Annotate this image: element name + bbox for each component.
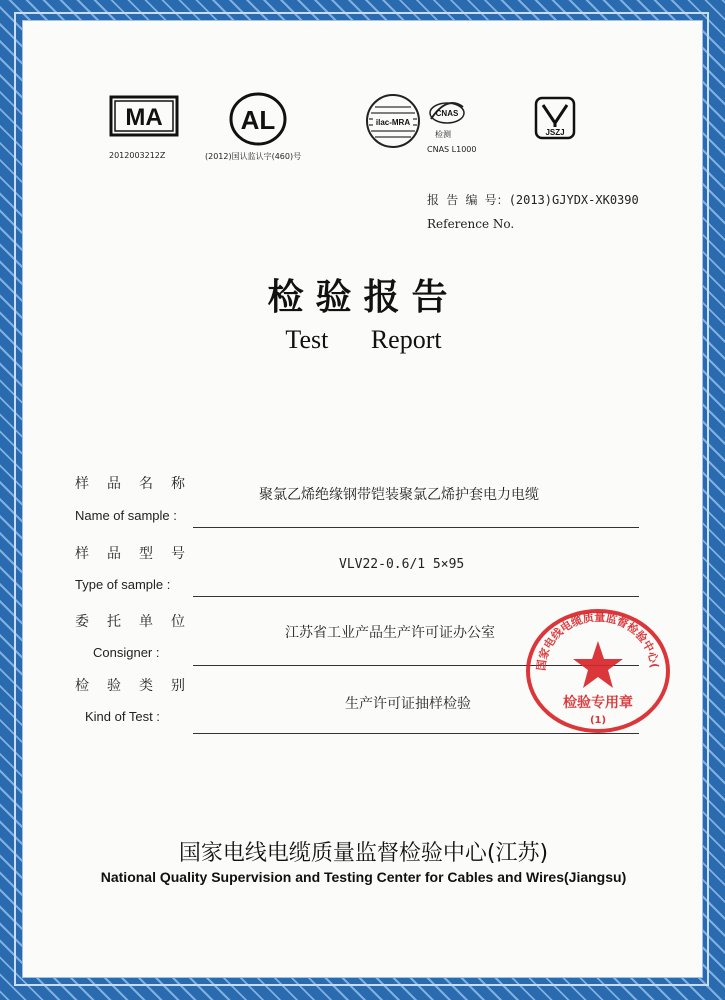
- cnas-caption-en: CNAS L1000: [427, 145, 477, 154]
- consigner-value: 江苏省工业产品生产许可证办公室: [285, 625, 495, 641]
- ilac-logo-text: ilac-MRA: [375, 118, 411, 127]
- reference-number: [427, 191, 639, 208]
- seal-ring-text: 国家电线电缆质量监督检验中心(: [534, 610, 661, 672]
- cma-caption: 2012003212Z: [109, 151, 166, 160]
- cma-logo-text: MA: [125, 104, 163, 131]
- sample-name-label-cn: 样品名称: [75, 476, 203, 492]
- organization-name-en: National Quality Supervision and Testing Center for Cables and Wires(Jiangsu): [100, 869, 627, 885]
- cnas-logo-text: CNAS: [435, 109, 459, 118]
- cnas-caption-cn: 检测: [435, 130, 451, 139]
- test-kind-value: 生产许可证抽样检验: [345, 696, 471, 712]
- title-en: Test Report: [285, 325, 442, 354]
- official-seal: [523, 607, 673, 739]
- jszj-logo: [533, 95, 577, 141]
- ilac-mra-logo: [365, 93, 421, 149]
- cal-logo-text: AL: [240, 105, 276, 135]
- reference-value: (2013)GJYDX-XK0390: [508, 193, 639, 207]
- sample-name-label-en: Name of sample :: [75, 508, 177, 523]
- cma-logo: [105, 93, 183, 139]
- cal-logo: [228, 91, 288, 147]
- sample-type-underline: [193, 596, 639, 597]
- sample-type-label-cn: 样品型号: [75, 546, 203, 562]
- seal-center-text: 检验专用章: [563, 695, 633, 711]
- reference-label-cn: 报 告 编 号：: [427, 193, 509, 207]
- sample-name-underline: [193, 527, 639, 528]
- test-kind-label-en: Kind of Test :: [85, 709, 160, 724]
- organization-name-cn: 国家电线电缆质量监督检验中心(江苏): [178, 841, 549, 866]
- sample-type-label-en: Type of sample :: [75, 577, 171, 592]
- title-cn: 检验报告: [267, 277, 460, 318]
- cnas-logo: [427, 97, 467, 127]
- jszj-logo-text: JSZJ: [545, 128, 565, 137]
- test-kind-label-cn: 检验类别: [75, 678, 203, 694]
- seal-number: (1): [589, 715, 607, 726]
- reference-label-en: Reference No.: [427, 217, 515, 231]
- sample-type-value: VLV22-0.6/1 5×95: [339, 557, 465, 572]
- sample-name-value: 聚氯乙烯绝缘钢带铠装聚氯乙烯护套电力电缆: [259, 487, 539, 503]
- consigner-label-en: Consigner :: [93, 645, 160, 660]
- consigner-label-cn: 委托单位: [75, 614, 203, 630]
- cal-caption: (2012)国认监认字(460)号: [205, 152, 302, 161]
- certificate-page: [22, 20, 703, 978]
